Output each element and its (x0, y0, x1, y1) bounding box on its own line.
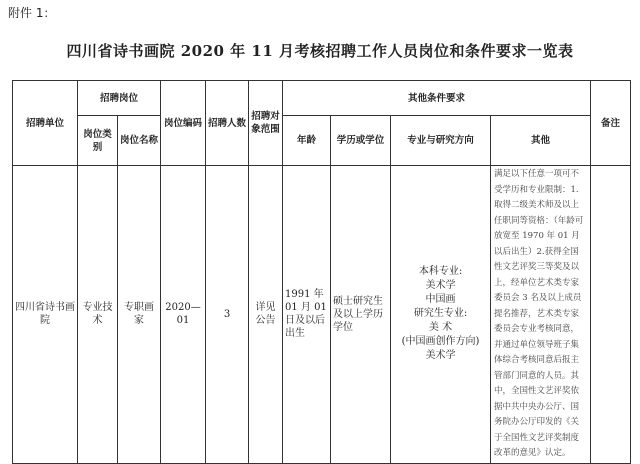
header-remark: 备注 (591, 81, 631, 166)
cell-other: 满足以下任意一项可不受学历和专业限制：1.取得二级美术师及以上任职同等资格：（年龄可放宽至 1970 年 01 月以后出生）2.获得全国性文艺评奖三等奖及以上，经单位艺术类专家委员会 3 名及以上成员提名推荐，艺术类专家委员会专业考核同意，并通过单位领导班子集体综合考核同意后报主管部门同意的人员。其中，全国性文艺评奖依据中共中央办公厅、国务院办公厅印发的《关于全国性文艺评奖制度改革的意见》认定。 (491, 166, 591, 464)
header-post: 招聘岗位 (78, 81, 161, 116)
header-post-type: 岗位类别 (78, 116, 118, 166)
cell-post-name: 专职画家 (118, 166, 161, 464)
cell-post-type: 专业技术 (78, 166, 118, 464)
cell-major (391, 166, 491, 464)
header-post-name: 岗位名称 (118, 116, 161, 166)
header-other: 其他 (491, 116, 591, 166)
cell-education: 硕士研究生及以上学历学位 (331, 166, 391, 464)
header-age: 年龄 (283, 116, 331, 166)
header-other-conditions: 其他条件要求 (283, 81, 591, 116)
cell-unit: 四川省诗书画院 (13, 166, 78, 464)
major-line: 美 术 (428, 322, 453, 334)
major-line: 美术学 (425, 350, 456, 362)
major-line: 美术学 (425, 280, 456, 292)
cell-code: 2020—01 (161, 166, 206, 464)
recruitment-table (12, 80, 631, 464)
header-code: 岗位编码 (161, 81, 206, 166)
header-unit: 招聘单位 (13, 81, 78, 166)
header-scope: 招聘对象范围 (249, 81, 283, 166)
cell-remark (591, 166, 631, 464)
major-line: (中国画创作方向) (401, 336, 480, 348)
attachment-label: 附件 1： (8, 6, 56, 20)
cell-count: 3 (206, 166, 249, 464)
page-title: 四川省诗书画院 2020 年 11 月考核招聘工作人员岗位和条件要求一览表 (66, 42, 574, 60)
header-count: 招聘人数 (206, 81, 249, 166)
header-education: 学历或学位 (331, 116, 391, 166)
major-line: 研究生专业: (413, 308, 468, 320)
header-major: 专业与研究方向 (391, 116, 491, 166)
major-line: 中国画 (425, 294, 456, 306)
table-row (13, 166, 631, 464)
cell-scope: 详见公告 (249, 166, 283, 464)
cell-age: 1991 年 01 月 01 日及以后出生 (283, 166, 331, 464)
major-line: 本科专业: (418, 266, 463, 278)
